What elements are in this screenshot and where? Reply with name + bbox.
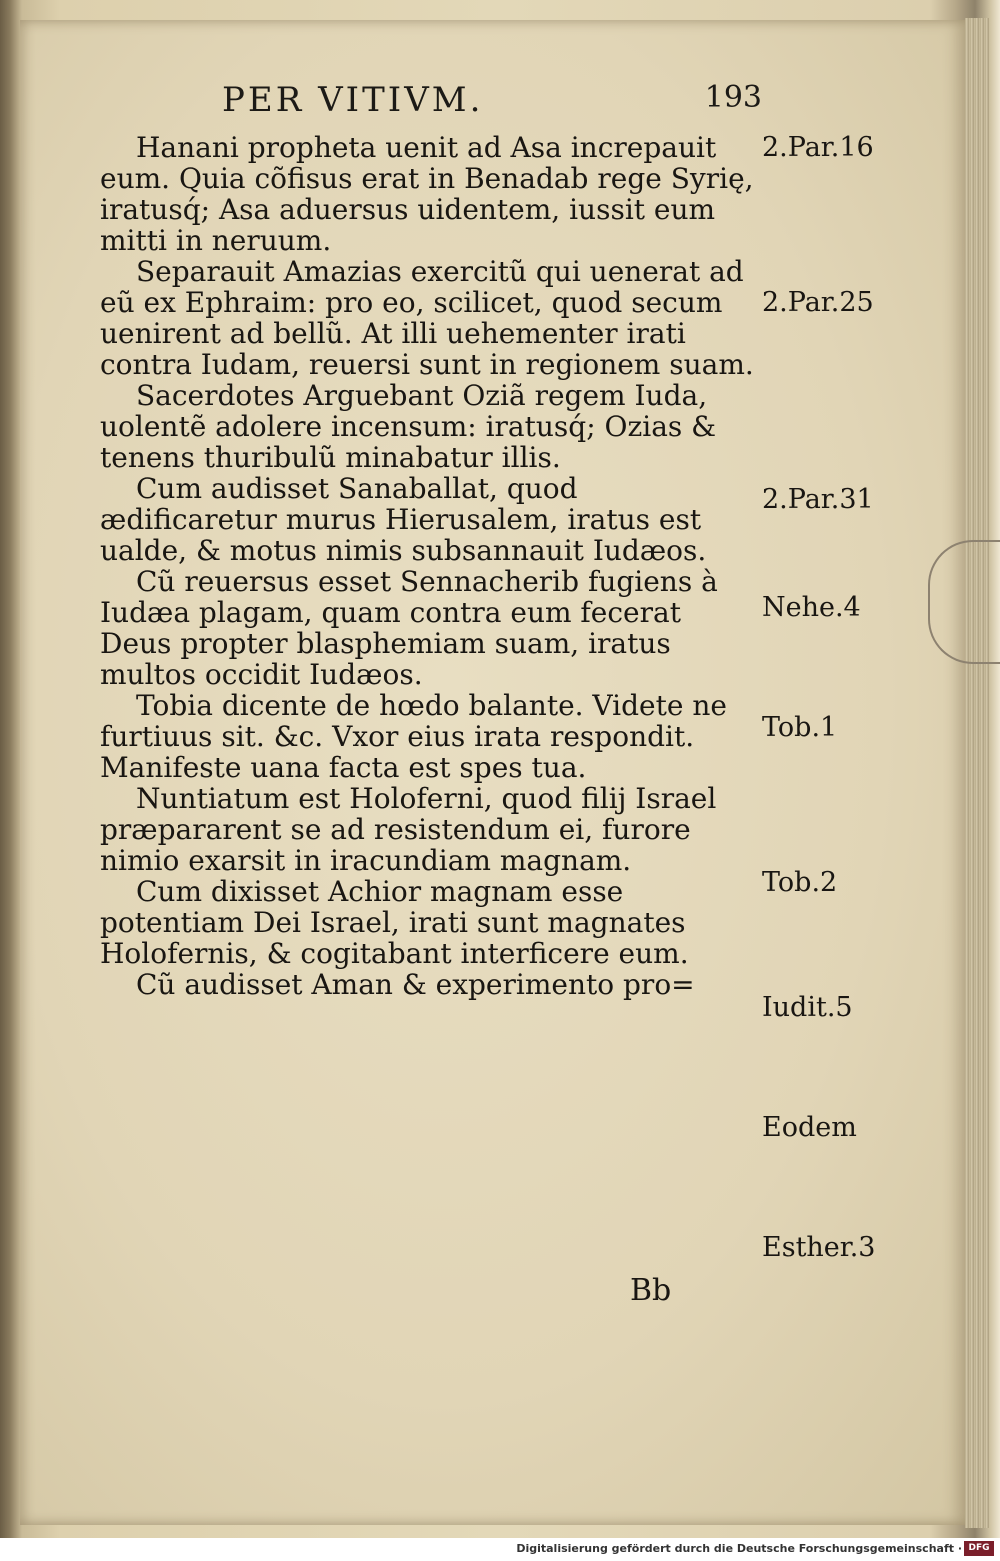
paragraph-hanani: Hanani propheta uenit ad Asa increpauit eum. Quia cõfisus erat in Benadab rege Syrię, iratusq́; Asa aduersus uidentem, iussit eum mitti in neruum. <box>100 131 754 257</box>
paragraph-holofernes: Nuntiatum est Holoferni, quod filij Israel præpararent se ad resistendum ei, furore nimio exarsit in iracundiam magnam. <box>100 782 717 877</box>
margin-note: Eodem <box>762 1112 857 1143</box>
margin-note: 2.Par.25 <box>762 287 874 318</box>
page-header <box>222 80 762 130</box>
margin-note: Tob.2 <box>762 867 838 898</box>
dfg-logo-icon: DFG <box>964 1541 994 1556</box>
margin-note: Iudit.5 <box>762 992 853 1023</box>
paragraph-sanaballat: Cum audisset Sanaballat, quod ædificaretur murus Hierusalem, iratus est ualde, & motus nimis subsannauit Iudæos. <box>100 472 707 567</box>
margin-note: Nehe.4 <box>762 592 861 623</box>
margin-note: 2.Par.31 <box>762 484 874 515</box>
signature-mark: Bb <box>630 1273 672 1308</box>
paragraph-amazias: Separauit Amazias exercitũ qui uenerat ad eũ ex Ephraim: pro eo, scilicet, quod secum uenirent ad bellũ. At illi uehementer irati contra Iudam, reuersi sunt in regionem suam. <box>100 255 754 381</box>
paragraph-achior: Cum dixisset Achior magnam esse potentiam Dei Israel, irati sunt magnates Holofernis, & cogitabant interficere eum. <box>100 875 689 970</box>
paragraph-aman: Cũ audisset Aman & experimento pro= <box>136 968 695 1001</box>
footer-bar <box>0 1538 1000 1561</box>
paragraph-tobia: Tobia dicente de hœdo balante. Videte ne furtiuus sit. &c. Vxor eius irata respondit. Manifeste uana facta est spes tua. <box>100 689 727 784</box>
page-edges <box>965 18 989 1528</box>
digitization-credit: Digitalisierung gefördert durch die Deutsche Forschungsgemeinschaft · <box>516 1542 962 1555</box>
paragraph-ozias: Sacerdotes Arguebant Oziã regem Iuda, uolentẽ adolere incensum: iratusq́; Ozias & tenens thuribulũ minabatur illis. <box>100 379 717 474</box>
body-text <box>100 132 760 1000</box>
running-title: PER VITIVM. <box>222 80 484 120</box>
page-clip <box>928 540 1000 664</box>
page-number: 193 <box>704 80 762 115</box>
margin-note: Tob.1 <box>762 712 838 743</box>
paragraph-sennacherib: Cũ reuersus esset Sennacherib fugiens à Iudæa plagam, quam contra eum fecerat Deus propter blasphemiam suam, iratus multos occidit Iudæos. <box>100 565 718 691</box>
margin-note: 2.Par.16 <box>762 132 874 163</box>
margin-note: Esther.3 <box>762 1232 876 1263</box>
